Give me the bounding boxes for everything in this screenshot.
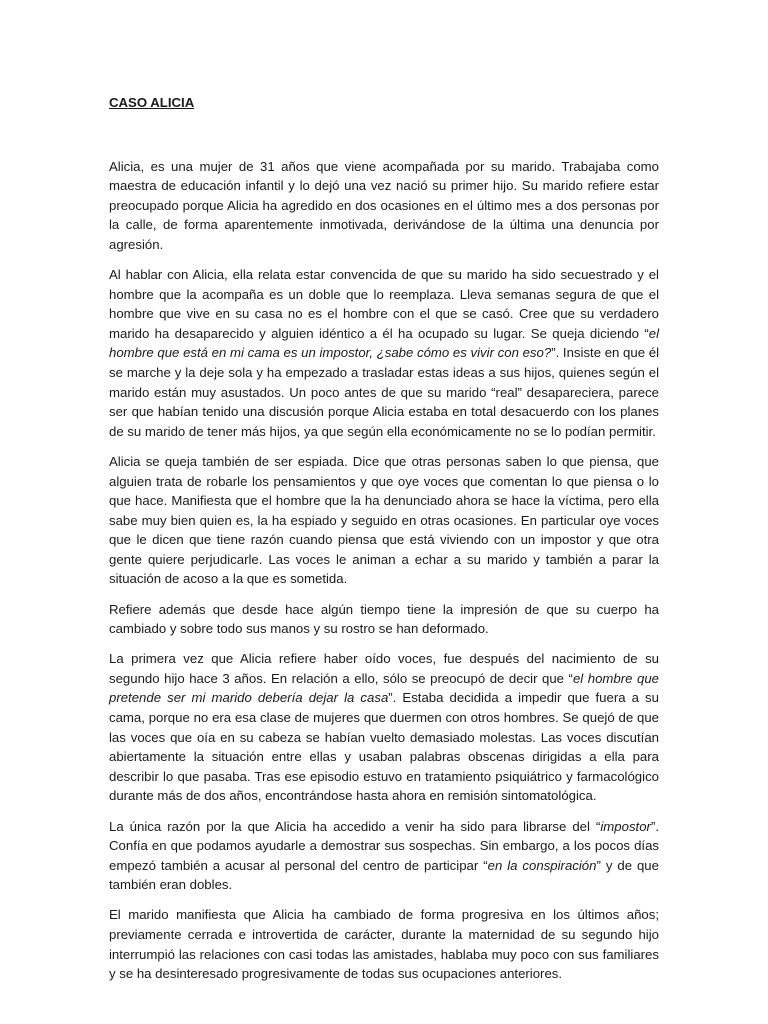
paragraph-3 — [109, 452, 659, 589]
paragraph-7 — [109, 905, 659, 983]
paragraph-text: Alicia, es una mujer de 31 años que viene acompañada por su marido. Trabajaba como maestra de educación infantil y lo dejó una vez nació su primer hijo. Su marido refiere estar preocupado porque Alicia ha agredido en dos ocasiones en el último mes a dos personas por la calle, de forma aparentemente inmotivada, derivándose de la última una denuncia por agresión. — [109, 158, 659, 252]
paragraph-5 — [109, 649, 659, 806]
paragraph-text: El marido manifiesta que Alicia ha cambiado de forma progresiva en los últimos años; previamente cerrada e introvertida de carácter, durante la maternidad de su segundo hijo interrumpió las relaciones con casi todas las amistades, hablaba muy poco con sus familiares y se ha desinteresado progresivamente de todas sus ocupaciones anteriores. — [109, 907, 659, 982]
paragraph-text: ”. Estaba decidida a impedir que fuera a su cama, porque no era esa clase de mujeres que duermen con otros hombres. Se quejó de que las voces que oía en su cabeza se habían vuelto demasiado molestas. Las voces discutían abiertamente la situación entre ellas y usaban palabras obscenas dirigidas a ella para describir lo que pasaba. Tras ese episodio estuvo en tratamiento psiquiátrico y farmacológico durante más de dos años, encontrándose hasta ahora en remisión sintomatológica. — [109, 690, 659, 804]
quoted-text: el hombre que pretende ser mi marido debería dejar la casa — [109, 670, 660, 706]
document-page — [109, 93, 659, 994]
paragraph-6 — [109, 817, 659, 895]
paragraph-text: Alicia se queja también de ser espiada. Dice que otras personas saben lo que piensa, que alguien trata de robarle los pensamientos y que oye voces que comentan lo que piensa o lo que hace. Manifiesta que el hombre que la ha denunciado ahora se hace la víctima, pero ella sabe muy bien quien es, la ha espiado y seguido en otras ocasiones. En particular oye voces que le dicen que tiene razón cuando piensa que está viviendo con un impostor y que otra gente quiere perjudicarle. Las voces le animan a echar a su marido y también a parar la situación de acoso a la que es sometida. — [109, 453, 659, 587]
paragraph-text: ” y de que también eran dobles. — [109, 857, 659, 893]
document-title: CASO ALICIA — [109, 95, 195, 110]
paragraph-text: La primera vez que Alicia refiere haber oído voces, fue después del nacimiento de su segundo hijo hace 3 años. En relación a ello, sólo se preocupó de decir que “ — [109, 651, 659, 686]
paragraph-4 — [109, 600, 659, 639]
quoted-text: en la conspiración — [487, 857, 597, 873]
paragraph-text: ”. Insiste en que él se marche y la deje sola y ha empezado a trasladar estas ideas a sus hijos, quienes según el marido están muy asustados. Un poco antes de que su marido “real” desapareciera, parece ser que habían tenido una discusión porque Alicia estaba en total desacuerdo con los planes de su marido de tener más hijos, ya que según ella económicamente no se lo podían permitir. — [109, 345, 659, 439]
paragraph-text: Refiere además que desde hace algún tiempo tiene la impresión de que su cuerpo ha cambiado y sobre todo sus manos y su rostro se han deformado. — [109, 601, 659, 637]
paragraph-2 — [109, 265, 659, 441]
paragraph-1 — [109, 157, 659, 255]
quoted-text: el hombre que está en mi cama es un impostor, ¿sabe cómo es vivir con eso? — [109, 325, 659, 361]
paragraph-text: ”. Confía en que podamos ayudarle a demostrar sus sospechas. Sin embargo, a los pocos días empezó también a acusar al personal del centro de participar “ — [109, 818, 659, 873]
quoted-text: impostor — [600, 818, 651, 834]
paragraph-text: Al hablar con Alicia, ella relata estar convencida de que su marido ha sido secuestrado y el hombre que la acompaña es un doble que lo reemplaza. Lleva semanas segura de que el hombre que vive en su casa no es el hombre con el que se casó. Cree que su verdadero marido ha desaparecido y alguien idéntico a él ha ocupado su lugar. Se queja diciendo “ — [109, 267, 659, 341]
document-body — [109, 157, 659, 984]
paragraph-text: La única razón por la que Alicia ha accedido a venir ha sido para librarse del “ — [109, 818, 601, 834]
